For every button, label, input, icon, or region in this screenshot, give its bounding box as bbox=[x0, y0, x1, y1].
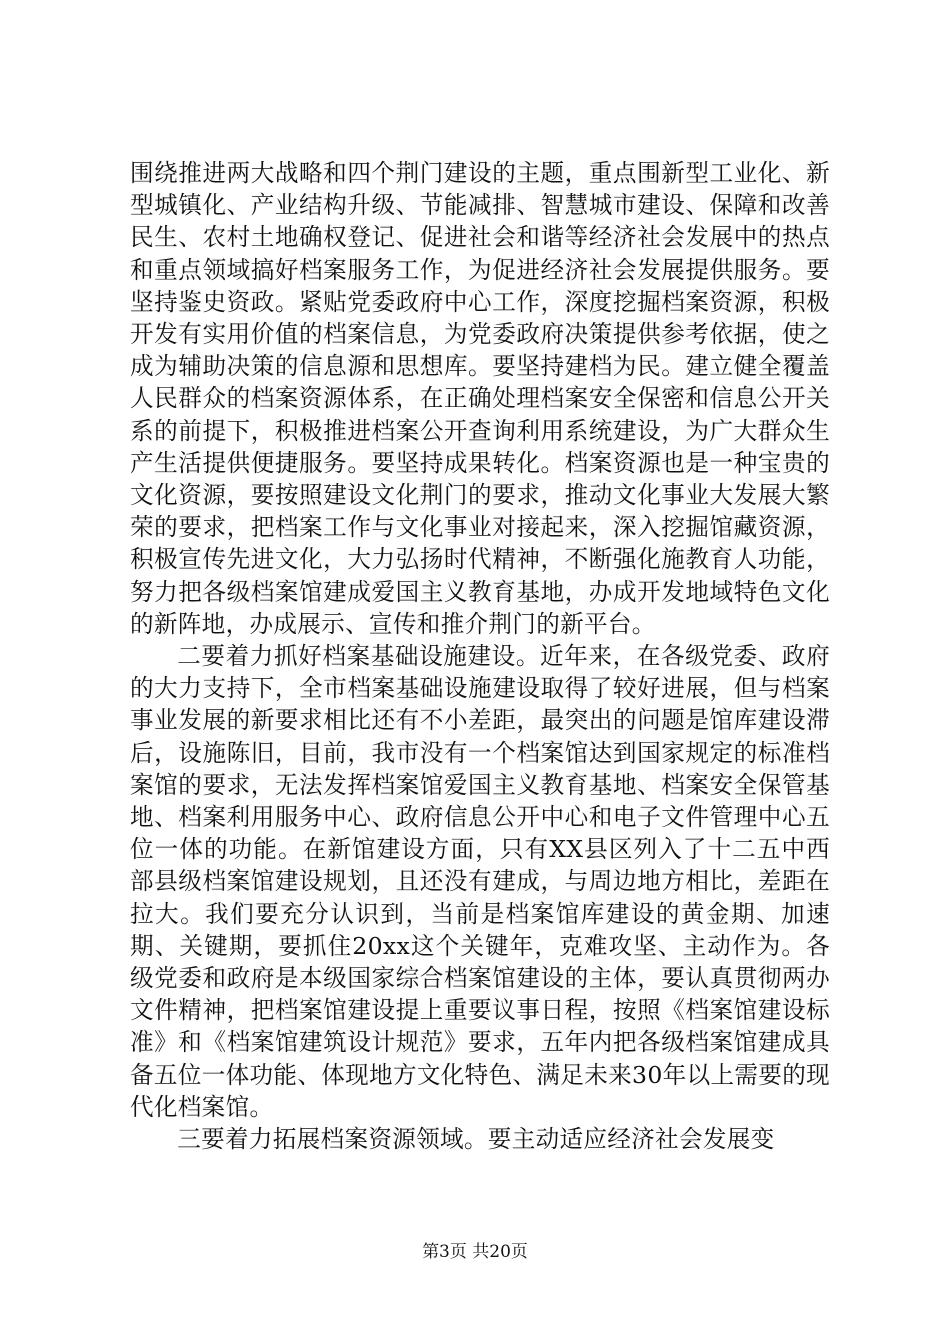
page-footer bbox=[0, 1241, 950, 1263]
paragraph-2: 二要着力抓好档案基础设施建设。近年来，在各级党委、政府的大力支持下，全市档案基础设施建设取得了较好进展，但与档案事业发展的新要求相比还有不小差距，最突出的问题是馆库建设滞后，设施陈旧，目前，我市没有一个档案馆达到国家规定的标准档案馆的要求，无法发挥档案馆爱国主义教育基地、档案安全保管基地、档案利用服务中心、政府信息公开中心和电子文件管理中心五位一体的功能。在新馆建设方面，只有XX县区列入了十二五中西部县级档案馆建设规划，且还没有建成，与周边地方相比，差距在拉大。我们要充分认识到，当前是档案馆库建设的黄金期、加速期、关键期，要抓住20xx这个关键年，克难攻坚、主动作为。各级党委和政府是本级国家综合档案馆建设的主体，要认真贯彻两办文件精神，把档案馆建设提上重要议事日程，按照《档案馆建设标准》和《档案馆建筑设计规范》要求，五年内把各级档案馆建成具备五位一体功能、体现地方文化特色、满足未来30年以上需要的现代化档案馆。 bbox=[130, 642, 830, 1121]
paragraph-1: 围绕推进两大战略和四个荆门建设的主题，重点围新型工业化、新型城镇化、产业结构升级、节能减排、智慧城市建设、保障和改善民生、农村土地确权登记、促进社会和谐等经济社会发展中的热点和重点领域搞好档案服务工作，为促进经济社会发展提供服务。要坚持鉴史资政。紧贴党委政府中心工作，深度挖掘档案资源，积极开发有实用价值的档案信息，为党委政府决策提供参考依据，使之成为辅助决策的信息源和思想库。要坚持建档为民。建立健全覆盖人民群众的档案资源体系，在正确处理档案安全保密和信息公开关系的前提下，积极推进档案公开查询利用系统建设，为广大群众生产生活提供便捷服务。要坚持成果转化。档案资源也是一种宝贵的文化资源，要按照建设文化荆门的要求，推动文化事业大发展大繁荣的要求，把档案工作与文化事业对接起来，深入挖掘馆藏资源，积极宣传先进文化，大力弘扬时代精神，不断强化施教育人功能，努力把各级档案馆建成爱国主义教育基地，办成开发地域特色文化的新阵地，办成展示、宣传和推介荆门的新平台。 bbox=[130, 159, 830, 638]
page-number-label: 第3页 共20页 bbox=[422, 1242, 528, 1262]
paragraph-3: 三要着力拓展档案资源领域。要主动适应经济社会发展变 bbox=[177, 1125, 775, 1154]
document-body bbox=[130, 157, 830, 1155]
